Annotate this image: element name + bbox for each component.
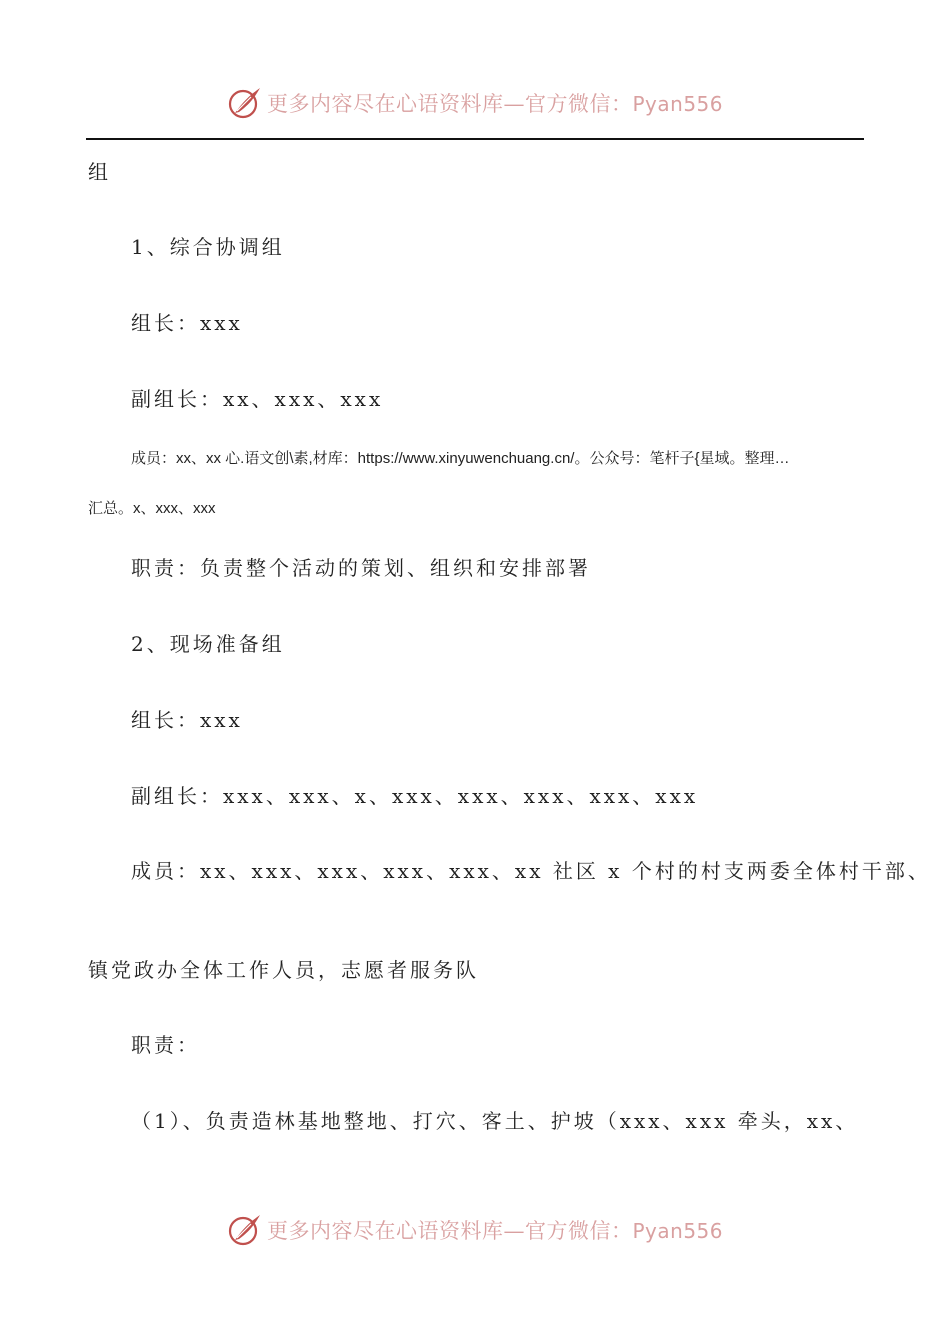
text-line: 副组长：xxx、xxx、x、xxx、xxx、xxx、xxx、xxx bbox=[131, 784, 699, 808]
text-line: 成员：xx、xx 心.语文创\素,材库：https://www.xinyuwenchuang.cn/。公众号：笔杆子{星域。整理… bbox=[131, 450, 790, 467]
text-line: 镇党政办全体工作人员，志愿者服务队 bbox=[88, 958, 479, 982]
quill-logo-icon bbox=[227, 85, 263, 121]
section-heading: 2、现场准备组 bbox=[131, 632, 285, 656]
quill-logo-icon bbox=[227, 1212, 263, 1248]
text-line: 成员：xx、xxx、xxx、xxx、xxx、xx 社区 x 个村的村支两委全体村干部、 bbox=[131, 859, 931, 883]
text-line: （1）、负责造林基地整地、打穴、客土、护坡（xxx、xxx 牵头，xx、 bbox=[131, 1109, 859, 1133]
text-line: 汇总。x、xxx、xxx bbox=[88, 500, 216, 517]
text-line: 职责： bbox=[131, 1033, 200, 1057]
header-banner-text bbox=[267, 88, 723, 118]
header-banner-label: 更多内容尽在心语资料库—官方微信： bbox=[266, 92, 633, 116]
header-rule bbox=[86, 138, 864, 140]
header-banner bbox=[0, 78, 950, 128]
header-wechat-id: Pyan556 bbox=[632, 92, 723, 116]
footer-banner-text bbox=[267, 1215, 723, 1245]
footer-banner-label: 更多内容尽在心语资料库—官方微信： bbox=[266, 1219, 633, 1243]
footer-banner bbox=[0, 1205, 950, 1255]
footer-wechat-id: Pyan556 bbox=[632, 1219, 723, 1243]
text-line: 组长：xxx bbox=[131, 311, 243, 335]
section-heading: 1、综合协调组 bbox=[131, 235, 285, 259]
text-line: 组长：xxx bbox=[131, 708, 243, 732]
text-line: 组 bbox=[88, 160, 111, 184]
text-line: 副组长：xx、xxx、xxx bbox=[131, 387, 384, 411]
text-line: 职责：负责整个活动的策划、组织和安排部署 bbox=[131, 556, 591, 580]
